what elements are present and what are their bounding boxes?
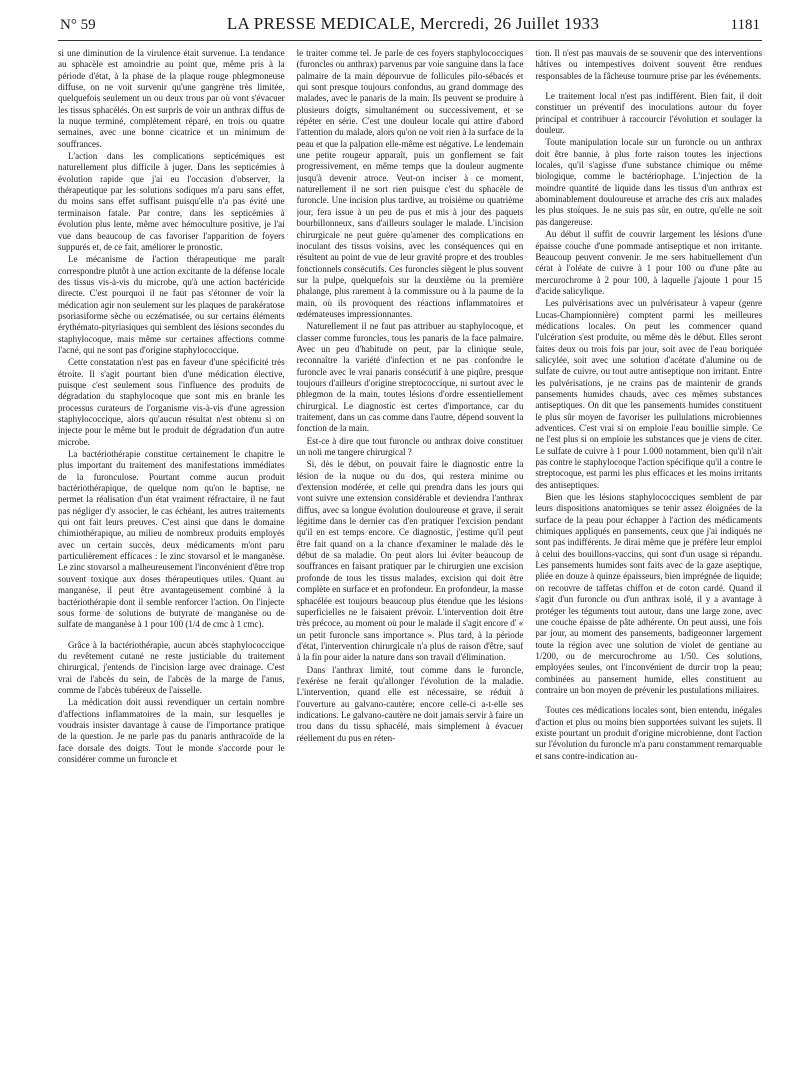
paragraph: Le mécanisme de l'action thérapeutique me paraît correspondre plutôt à une action excitante de la défense locale des tissus vis-à-vis du microbe, qu'à une action bactéricide directe. C'est pourquoi il ne faut pas s'étonner de voir la médication agir non seulement sur les plaques de parakératose psoriasiforme sèche ou eczématisée, ou sur certains éléments érythémato-pityriasiques qui semblent des lésions secondes du staphylocoque, mais même sur certaines affections comme l'acné, qui ne sont pas d'origine staphylococcique. [58, 254, 285, 355]
paragraph: le traiter comme tel. Je parle de ces foyers staphylococciques (furoncles ou anthrax) parvenus par voie sanguine dans la face palmaire de la main dépourvue de follicules pilo-sébacés et qui sont presque toujours confondus, au grand dommage des malades, avec le panaris de la main. Ils peuvent se produire à plusieurs doigts, simultanément ou successivement, et se répéter en série. C'est une douleur locale qui attire d'abord l'attention du malade, alors qu'on ne voit rien à la surface de la peau et que la palpation elle-même est négative. Le lendemain une petite rougeur apparaît, puis un gonflement se fait progressivement, en même temps que la douleur augmente jusqu'à devenir atroce. Veut-on inciser à ce moment, naturellement il ne sort rien puisque c'est du sphacèle de furoncle. Une incision plus tardive, au troisième ou quatrième jour, fera issue à un peu de pus et mis à jour des paquets bourbillonneux, sans d'ailleurs soulager le malade. L'incision chirurgicale ne peut guère qu'amener des complications en inoculant des tissus voisins, avec les conséquences qui en résultent au point de vue de leur gravité propre et des troubles fonctionnels consécutifs. Ces furoncles siègent le plus souvent sur la pulpe, quelquefois sur la deuxième ou la première phalange, plus rarement à la commissure ou à la paume de la main, où ils provoquent des réactions inflammatoires et œdémateuses impressionnantes. [296, 48, 524, 319]
paragraph: Les pulvérisations avec un pulvérisateur à vapeur (genre Lucas-Championnière) comptent parmi les meilleures médications locales. On peut les commencer quand l'ulcération s'est produite, ou même dès le début. Elles seront faites deux ou trois fois par jour, soit avec de l'eau boriquée salicylée, soit avec une solution d'acétate d'alumine ou de sulfate de cuivre, ou tout autre antiseptique non irritant. Entre les pulvérisations, je ne crains pas de maintenir de grands pansements humides chauds, avec ces mêmes substances antiseptiques. On dit que les pansements humides constituent le plus sûr moyen de favoriser les pullulations microbiennes adventices. C'est vrai si on emploie l'eau bouillie simple. Ce ne l'est plus si on emploie les substances que je viens de citer. Le sulfate de cuivre à 1 pour 1.000 notamment, bien qu'il n'ait pas contre le staphylocoque l'action spécifique qu'il a contre le streptocoque, est parmi les plus efficaces et les moins irritants des antiseptiques. [535, 298, 763, 490]
paragraph: Toutes ces médications locales sont, bien entendu, inégales d'action et plus ou moins bien supportées suivant les sujets. Il existe pourtant un produit d'origine microbienne, dont l'action sur l'évolution du furoncle m'a paru constamment remarquable et sans contre-indication au- [535, 705, 763, 761]
paragraph: Si, dès le début, on pouvait faire le diagnostic entre la lésion de la nuque ou du dos, qui restera minime ou d'extension modérée, et celle qui prendra dans les jours qui vont suivre une extension considérable et deviendra l'anthrax diffus, avec sa longue évolution douloureuse et grave, il serait légitime dans le dernier cas d'en pratiquer l'excision pendant qu'il en est temps encore. Ce diagnostic, j'estime qu'il peut être fait quand on a la chance d'examiner le malade dès le début de sa maladie. On peut alors lui éviter beaucoup de souffrances en faisant pratiquer par le chirurgien une excision profonde de tous les tissus malades, excision qui doit être complète en surface et en profondeur. En profondeur, la masse sphacélée est toujours beaucoup plus étendue que les lésions superficielles ne le faisaient prévoir. L'intervention doit être très précoce, au moment où pour le malade il s'agit encore d' « un petit furoncle sans importance ». Plus tard, à la période d'état, l'intervention chirurgicale n'a plus de raison d'être, sauf à la fin pour aider la nature dans son travail d'élimination. [296, 459, 524, 663]
paragraph: Grâce à la bactériothérapie, aucun abcès staphylococcique du revêtement cutané ne reste justiciable du traitement chirurgical, j'entends de l'incision large avec drainage. C'est vrai de l'abcès du sein, de l'abcès de la marge de l'anus, comme de l'abcès tubéreux de l'aisselle. [58, 639, 285, 695]
column-2 [297, 48, 524, 1068]
paragraph: Au début il suffit de couvrir largement les lésions d'une épaisse couche d'une pommade antiseptique et non irritante. Beaucoup peuvent convenir. Je me sers habituellement d'un cérat à l'oléate de cuivre à 1 pour 100 ou d'une pâte au mercurochrome à 2 pour 100, à laquelle j'ajoute 1 pour 15 d'acide salicylique. [535, 229, 763, 296]
header-rule [58, 40, 762, 41]
paragraph: Dans l'anthrax limité, tout comme dans le furoncle, l'exérèse ne ferait qu'allonger l'évolution de la maladie. L'intervention, quand elle est nécessaire, se réduit à l'ouverture au galvano-cautère; encore celle-ci a-t-elle ses indications. Le galvano-cautère ne doit jamais servir à faire un trou dans du tissu sphacélé, mais simplement à évacuer réellement du pus en réten- [296, 664, 524, 743]
paragraph: Le traitement local n'est pas indifférent. Bien fait, il doit constituer un préventif des inoculations autour du foyer principal et contribuer à raccourcir l'évolution et soulager la douleur. [535, 91, 763, 136]
paragraph: Cette constatation n'est pas en faveur d'une spécificité très étroite. Il s'agit pourtant bien d'une médication élective, puisque c'est seulement sous l'influence des produits de dégradation du staphylocoque que sont mis en branle les processus curateurs de l'organisme vis-à-vis d'une agression staphylococcique, alors qu'aucun résultat n'est obtenu si on injecte pour le même but le produit de dégradation d'un autre microbe. [58, 357, 285, 447]
page-number-label: N° 59 [60, 17, 96, 33]
column-3 [535, 48, 762, 1068]
paragraph: tion. Il n'est pas mauvais de se souvenir que des interventions hâtives ou intempestives doivent souvent être rendues responsables de la fâcheuse tournure prise par les événements. [535, 48, 763, 81]
paragraph: Est-ce à dire que tout furoncle ou anthrax doive constituer un noli me tangere chirurgical ? [296, 435, 524, 458]
paragraph: Naturellement il ne faut pas attribuer au staphylocoque, et classer comme furoncles, tous les panaris de la face palmaire. Avec un peu d'habitude on peut, par la clinique seule, reconnaître la variété d'infection et ne pas confondre le furoncle avec le vrai panaris consécutif à une piqûre, presque toujours d'ailleurs d'origine streptococcique, ni surtout avec le phlegmon de la main, toutes lésions d'ordre essentiellement chirurgical. Le diagnostic est certes d'importance, car du traitement, dans un cas comme dans l'autre, dépend souvent la fonction de la main. [296, 321, 524, 434]
paragraph: Toute manipulation locale sur un furoncle ou un anthrax doit être bannie, à plus forte raison toutes les injections locales, qu'il s'agisse d'une substance chimique ou même biologique, comme le bactériophage. L'injection de la moindre quantité de liquide dans les tissus d'un anthrax est abominablement douloureuse et arrache des cris aux malades les plus stoïques. Je ne suis pas sûr, en outre, qu'elle ne soit pas dangereuse. [535, 137, 763, 227]
paragraph: La bactériothérapie constitue certainement le chapitre le plus important du traitement des manifestations immédiates de la furonculose. Pourtant comme aucun produit bactériothérapique, de quelque nom qu'on le baptise, ne permet la réalisation d'un état vraiment réfractaire, il ne faut pas négliger d'y associer, le cas échéant, les autres traitements qui ont fait leurs preuves. C'est ainsi que dans le domaine chimiothérapique, au milieu de nombreux produits employés avec un certain succès, deux médicaments m'ont paru particulièrement efficaces : le zinc stovarsol et le manganèse. Le zinc stovarsol a malheureusement l'inconvénient d'être trop souvent toxique aux doses thérapeutiques utiles. Quant au manganèse, il peut être avantageusement combiné à la bactériothérapie dont il semble renforcer l'action. On l'injecte sous forme de solutions de butyrate de manganèse ou de sulfate de manganèse à 1 pour 100 (1/4 de cmc à 1 cmc). [58, 449, 285, 630]
paragraph: si une diminution de la virulence était survenue. La tendance au sphacèle est amoindrie au point que, même pris à la période d'état, à la phase de la plaque rouge phlegmoneuse diffuse, on ne voit survenir qu'une gangrène très limitée, quelquefois seulement un ou deux trous par où vont s'évacuer les tissus sphacélés. On est surpris de voir un anthrax diffus de la nuque terminé, complètement réparé, en trois ou quatre semaines, avec une bonne cicatrice et un minimum de souffrances. [58, 48, 285, 149]
column-1 [58, 48, 285, 1068]
journal-running-title: LA PRESSE MEDICALE, Mercredi, 26 Juillet 1933 [226, 14, 600, 33]
article-body [58, 48, 762, 1068]
page-folio: 1181 [730, 17, 760, 33]
paragraph: La médication doit aussi revendiquer un certain nombre d'affections inflammatoires de la main, sur lesquelles je voudrais insister davantage à cause de l'importance pratique de la question. Je ne parle pas du panaris anthracoïde de la face dorsale des doigts. Tout le monde s'accorde pour le considérer comme un furoncle et [58, 697, 285, 764]
page-header [60, 14, 760, 40]
paragraph: Bien que les lésions staphylococciques semblent de par leurs dispositions anatomiques se tenir assez éloignées de la surface de la peau pour échapper à l'action des médicaments chimiques appliqués en pansements, ceux que j'ai indiqués ne sont pas indifférents. Je dirai même que je préfère leur emploi à celui des bouillons-vaccins, qui sont d'un usage si répandu. Les pansements humides sont faits avec de la gaze aseptique, pliée en douze à quinze épaisseurs, bien imprégnée de liquide; on recouvre de taffetas chiffon et de coton cardé. Quand il s'agit d'un furoncle ou d'un anthrax isolé, il y a avantage à protéger les téguments tout autour, dans une large zone, avec une couche épaisse de pâte adhérente. On peut aussi, une fois par jour, au moment des pansements, badigeonner largement toute la région avec une solution de violet de gentiane au 1/200, ou de mercurochrome au 1/50. Ces solutions, employées seules, ont l'inconvénient de durcir trop la peau; combinées au pansement humide, elles constituent au contraire un bon moyen de prévenir les pustulations miliaires. [535, 492, 763, 695]
paragraph: L'action dans les complications septicémiques est naturellement plus difficile à juger. Dans les septicémies à évolution rapide que j'ai eu l'occasion d'observer, la thérapeutique par les solutions sodiques m'a paru sans effet, du moins sans effet suffisant puisqu'elle n'a pas évité une terminaison fatale. Par contre, dans les septicémies à évolution plus lente, même avec hémoculture positive, je l'ai vue dans beaucoup de cas favoriser l'apparition de foyers suppurés et, de ce fait, améliorer le pronostic. [58, 151, 285, 252]
